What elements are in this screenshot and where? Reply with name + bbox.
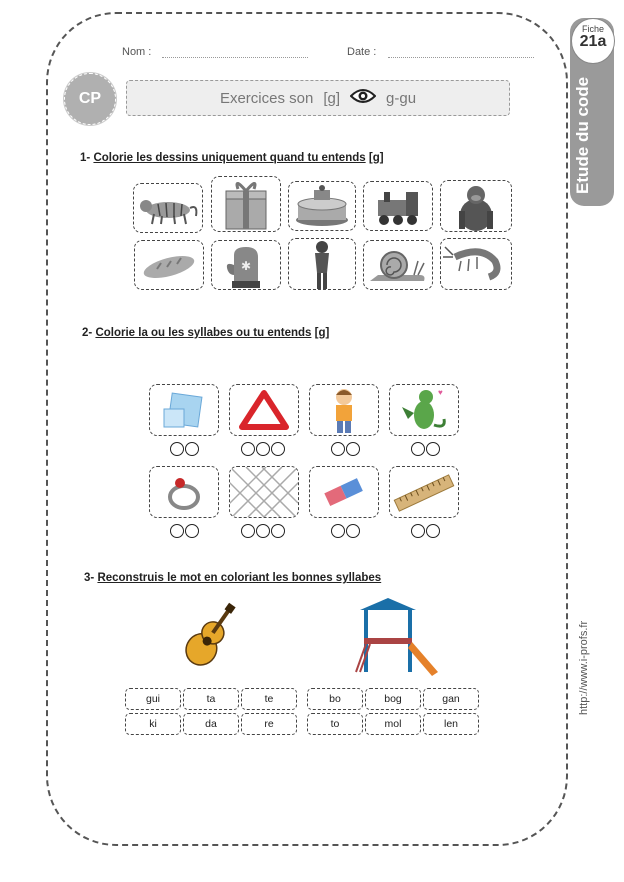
picture-gorilla[interactable] — [440, 180, 512, 232]
syllable-te[interactable]: te — [241, 688, 297, 710]
syllable-gui[interactable]: gui — [125, 688, 181, 710]
exercise3-heading: 3- Reconstruis le mot en coloriant les bonnes syllabes — [84, 572, 382, 584]
syllable-bog[interactable]: bog — [365, 688, 421, 710]
syllable-mol[interactable]: mol — [365, 713, 421, 735]
picture-guitar — [176, 602, 244, 672]
picture-ice-cube[interactable] — [149, 384, 219, 436]
picture-ruler[interactable] — [389, 466, 459, 518]
svg-text:✱: ✱ — [240, 259, 252, 273]
circles-boy[interactable] — [331, 442, 361, 456]
date-field[interactable] — [388, 56, 534, 58]
fiche-number: 21a — [579, 33, 607, 50]
picture-eraser[interactable] — [309, 466, 379, 518]
picture-bread[interactable] — [134, 240, 204, 290]
picture-fence[interactable] — [229, 466, 299, 518]
fiche-label: Fiche — [581, 24, 604, 34]
picture-cake[interactable] — [288, 181, 356, 231]
picture-boy[interactable] — [309, 384, 379, 436]
title-phoneme: [g] — [323, 89, 341, 107]
nom-field[interactable] — [162, 56, 308, 58]
circles-dragon[interactable] — [411, 442, 441, 456]
syllable-ki[interactable]: ki — [125, 713, 181, 735]
circles-eraser[interactable] — [331, 524, 361, 538]
exercise2-heading: 2- Colorie la ou les syllabes ou tu entends [g] — [82, 327, 330, 339]
syllable-ta[interactable]: ta — [183, 688, 239, 710]
fiche-badge — [571, 18, 615, 64]
picture-mitten[interactable] — [211, 240, 281, 290]
nom-label: Nom : — [122, 46, 152, 58]
picture-snail[interactable] — [363, 240, 433, 290]
circles-ice-cube[interactable] — [170, 442, 200, 456]
picture-shrimp[interactable] — [440, 238, 512, 290]
circles-ring[interactable] — [170, 524, 200, 538]
circles-ruler[interactable] — [411, 524, 441, 538]
syllable-len[interactable]: len — [423, 713, 479, 735]
picture-dragon[interactable] — [389, 384, 459, 436]
level-badge: CP — [64, 73, 116, 125]
site-url: http://www.i-profs.fr — [578, 620, 590, 715]
picture-tiger[interactable] — [133, 183, 203, 233]
svg-text:♥: ♥ — [438, 388, 443, 397]
date-label: Date : — [347, 46, 377, 58]
picture-playground-slide — [352, 592, 442, 682]
title-graphemes: g-gu — [386, 89, 417, 107]
syllable-da[interactable]: da — [183, 713, 239, 735]
picture-train[interactable] — [363, 181, 433, 231]
title-prefix: Exercices son — [219, 89, 314, 107]
picture-gift[interactable] — [211, 176, 281, 232]
syllable-re[interactable]: re — [241, 713, 297, 735]
circles-fence[interactable] — [241, 524, 286, 538]
picture-figure[interactable] — [288, 238, 356, 290]
title-box — [126, 80, 510, 116]
eye-icon — [350, 87, 376, 109]
syllable-to[interactable]: to — [307, 713, 363, 735]
picture-ring[interactable] — [149, 466, 219, 518]
syllable-gan[interactable]: gan — [423, 688, 479, 710]
side-title: Etude du code — [573, 76, 592, 194]
exercise1-heading: 1- Colorie les dessins uniquement quand tu entends [g] — [80, 152, 384, 164]
picture-triangle[interactable] — [229, 384, 299, 436]
circles-triangle[interactable] — [241, 442, 286, 456]
syllable-bo[interactable]: bo — [307, 688, 363, 710]
